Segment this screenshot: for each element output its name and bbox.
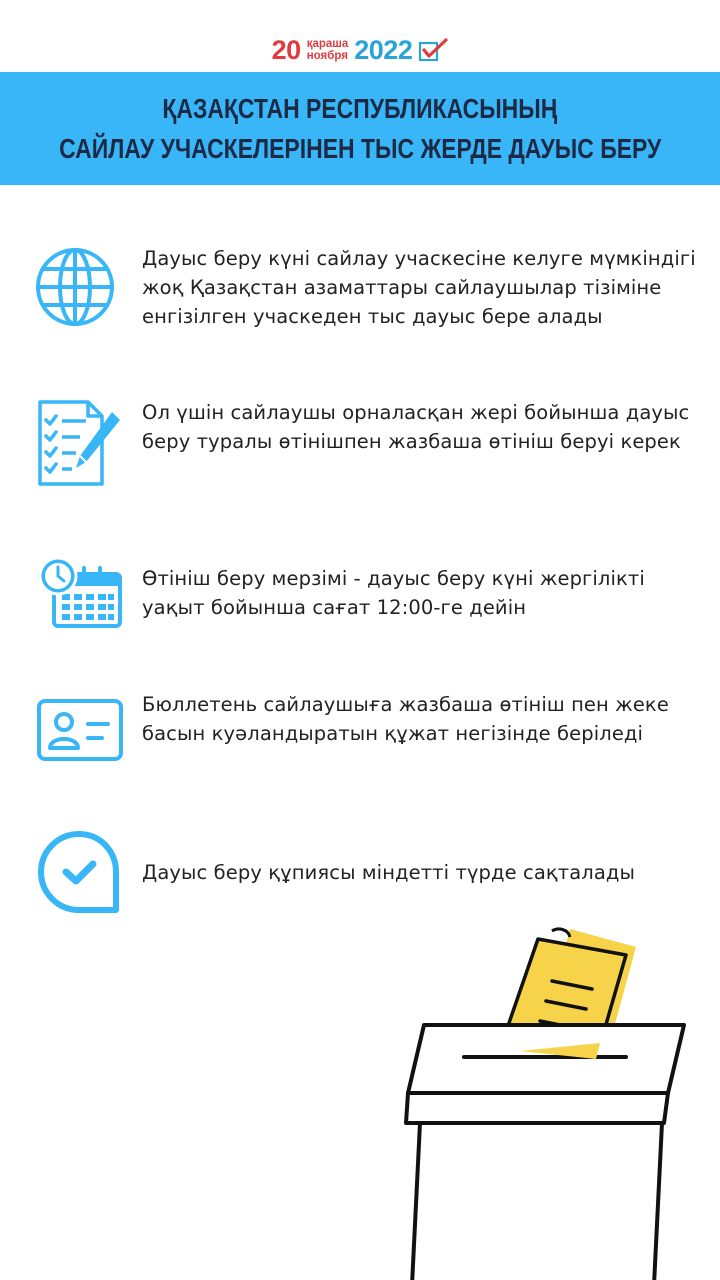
- ballot-box-icon: [400, 925, 700, 1280]
- item-text: Дауыс беру құпиясы міндетті түрде сақталады: [142, 861, 635, 884]
- item-text: Дауыс беру күні сайлау учаскесіне келуге мүмкіндігі жоқ Қазақстан азаматтары сайлаушылар тізіміне енгізілген учаскеден тыс дауыс бере алады: [142, 247, 696, 328]
- checkmark-icon: [418, 37, 448, 63]
- item-text: Бюллетень сайлаушыға жазбаша өтініш пен жеке басын куәландыратын құжат негізінде беріледі: [142, 693, 669, 745]
- logo-month-ru: ноября: [306, 50, 348, 62]
- globe-icon: [34, 246, 116, 328]
- item-text: Өтініш беру мерзімі - дауыс беру күні жергілікті уақыт бойынша сағат 12:00-ге дейін: [142, 567, 645, 619]
- item-text: Ол үшін сайлаушы орналасқан жері бойынша дауыс беру туралы өтінішпен жазбаша өтініш беруі керек: [142, 401, 690, 453]
- logo-year: 2022: [354, 34, 413, 65]
- title-banner: [0, 72, 720, 185]
- logo-month-kz: қараша: [306, 38, 349, 50]
- calendar-clock-icon: [38, 556, 124, 630]
- check-bubble-icon: [36, 830, 122, 916]
- document-pen-icon: [36, 398, 126, 488]
- logo-day: 20: [271, 34, 301, 65]
- logo-months: [307, 38, 349, 62]
- election-date-logo: [0, 32, 720, 68]
- id-card-icon: [36, 698, 124, 762]
- page-title-line-1: ҚАЗАҚСТАН РЕСПУБЛИКАСЫНЫҢ: [162, 92, 558, 124]
- page-title-line-2: САЙЛАУ УЧАСКЕЛЕРІНЕН ТЫС ЖЕРДЕ ДАУЫС БЕРУ: [58, 132, 662, 164]
